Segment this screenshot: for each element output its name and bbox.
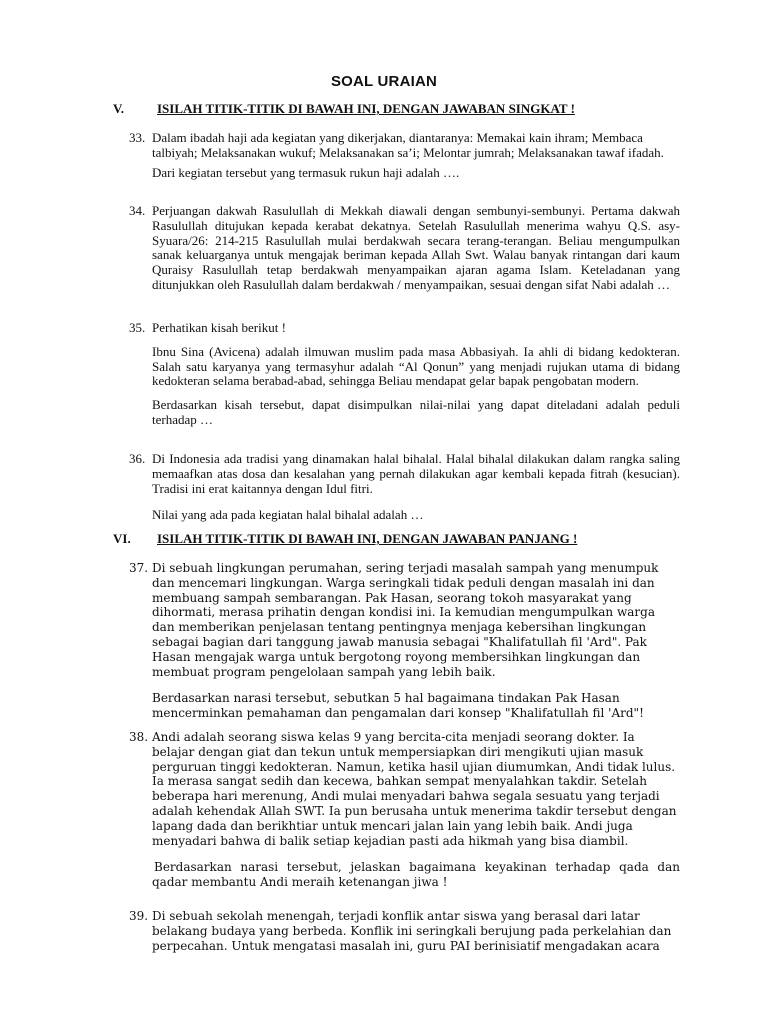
question-number: 33. (129, 130, 146, 145)
question-prompt: Nilai yang ada pada kegiatan halal bihalal adalah … (152, 507, 424, 523)
question-number: 34. (129, 203, 146, 218)
question-text: Andi adalah seorang siswa kelas 9 yang bercita-cita menjadi seorang dokter. Ia belajar dengan giat dan tekun untuk mempersiapkan diri mengikuti ujian masuk perguruan tinggi kedokteran. Namun, ketika hasil ujian diumumkan, Andi tidak lulus. Ia merasa sangat sedih dan kecewa, bahkan sempat menyalahkan takdir. Setelah beberapa hari merenung, Andi mulai menyadari bahwa segala sesuatu yang terjadi adalah kehendak Allah SWT. Ia pun berusaha untuk menerima takdir tersebut dengan lapang dada dan berikhtiar untuk mencari jalan lain yang lebih baik. Andi juga menyadari bahwa di balik setiap kejadian pasti ada hikmah yang bisa diambil. (152, 730, 677, 848)
question-story: Ibnu Sina (Avicena) adalah ilmuwan muslim pada masa Abbasiyah. Ia ahli di bidang kedokteran. Salah satu karyanya yang termasyhur adalah “Al Qonun” yang menjadi rujukan utama di bidang kedokteran selama berabad-abad, sehingga Beliau mendapat gelar bapak pengobatan modern. (152, 343, 680, 389)
question-text: Di Indonesia ada tradisi yang dinamakan halal bihalal. Halal bihalal dilakukan dalam rangka saling memaafkan atas dosa dan kesalahan yang pernah dilakukan agar kembali kepada fitrah (kesucian). Tradisi ini erat kaitannya dengan Idul fitri. (152, 451, 680, 496)
section-v-heading (113, 101, 713, 117)
question-prompt: Dari kegiatan tersebut yang termasuk rukun haji adalah …. (152, 164, 460, 180)
section-number: V. (113, 101, 124, 116)
question-text: Di sebuah sekolah menengah, terjadi konflik antar siswa yang berasal dari latar belakang budaya yang berbeda. Konflik ini seringkali berujung pada perkelahian dan perpecahan. Untuk mengatasi masalah ini, guru PAI berinisiatif mengadakan acara (152, 909, 672, 953)
question-number: 39. (129, 909, 149, 923)
question-37 (129, 561, 680, 721)
question-text: Perjuangan dakwah Rasulullah di Mekkah diawali dengan sembunyi-sembunyi. Pertama dakwah Rasulullah ditujukan kepada kerabat dekatnya. Setelah Rasulullah menerima wahyu Q.S. asy-Syuara/26: 214-215 Rasulullah mulai berdakwah secara terang-terangan. Beliau mengumpulkan sanak keluarganya untuk mengajak beriman kepada Allah Swt. Walau banyak rintangan dari kaum Quraisy Rasulullah tetap berdakwah menyampaikan ajaran agama Islam. Keteladanan yang ditunjukkan oleh Rasulullah dalam berdakwah / menyampaikan, sesuai dengan sifat Nabi adalah … (152, 203, 680, 292)
question-intro: Perhatikan kisah berikut ! (152, 320, 286, 335)
section-vi-heading (113, 531, 713, 547)
question-38 (129, 730, 680, 890)
question-text: Di sebuah lingkungan perumahan, sering terjadi masalah sampah yang menumpuk dan mencemari lingkungan. Warga seringkali tidak peduli dengan masalah ini dan membuang sampah sembarangan. Pak Hasan, seorang tokoh masyarakat yang dihormati, merasa prihatin dengan kondisi ini. Ia kemudian mengumpulkan warga dan memberikan penjelasan tentang pentingnya menjaga kebersihan lingkungan sebagai bagian dari tanggung jawab manusia sebagai "Khalifatullah fil 'Ard". Pak Hasan mengajak warga untuk bergotong royong membersihkan lingkungan dan membuat program pengelolaan sampah yang lebih baik. (152, 561, 659, 679)
question-text: Dalam ibadah haji ada kegiatan yang dikerjakan, diantaranya: Memakai kain ihram; Membaca talbiyah; Melaksanakan wukuf; Melaksanakan sa’i; Melontar jumrah; Melaksanakan tawaf ifadah. (152, 130, 664, 160)
question-35 (129, 321, 680, 428)
question-number: 38. (129, 730, 149, 744)
question-39 (129, 909, 680, 953)
section-number: VI. (113, 531, 131, 546)
question-number: 37. (129, 561, 149, 575)
question-number: 35. (129, 320, 146, 335)
question-36 (129, 452, 680, 523)
question-34 (129, 204, 680, 293)
page-title: SOAL URAIAN (330, 73, 438, 90)
question-33 (129, 131, 680, 180)
question-prompt: Berdasarkan kisah tersebut, dapat disimpulkan nilai-nilai yang dapat diteladani adalah peduli terhadap … (152, 397, 680, 427)
question-prompt: Berdasarkan narasi tersebut, sebutkan 5 hal bagaimana tindakan Pak Hasan mencerminkan pemahaman dan pengamalan dari konsep "Khalifatullah fil 'Ard"! (152, 691, 644, 721)
section-instruction: ISILAH TITIK-TITIK DI BAWAH INI, DENGAN JAWABAN SINGKAT ! (157, 101, 575, 116)
section-instruction: ISILAH TITIK-TITIK DI BAWAH INI, DENGAN JAWABAN PANJANG ! (157, 531, 578, 546)
question-number: 36. (129, 451, 146, 466)
question-prompt: Berdasarkan narasi tersebut, jelaskan bagaimana keyakinan terhadap qada dan qadar membantu Andi meraih ketenangan jiwa ! (152, 860, 680, 890)
